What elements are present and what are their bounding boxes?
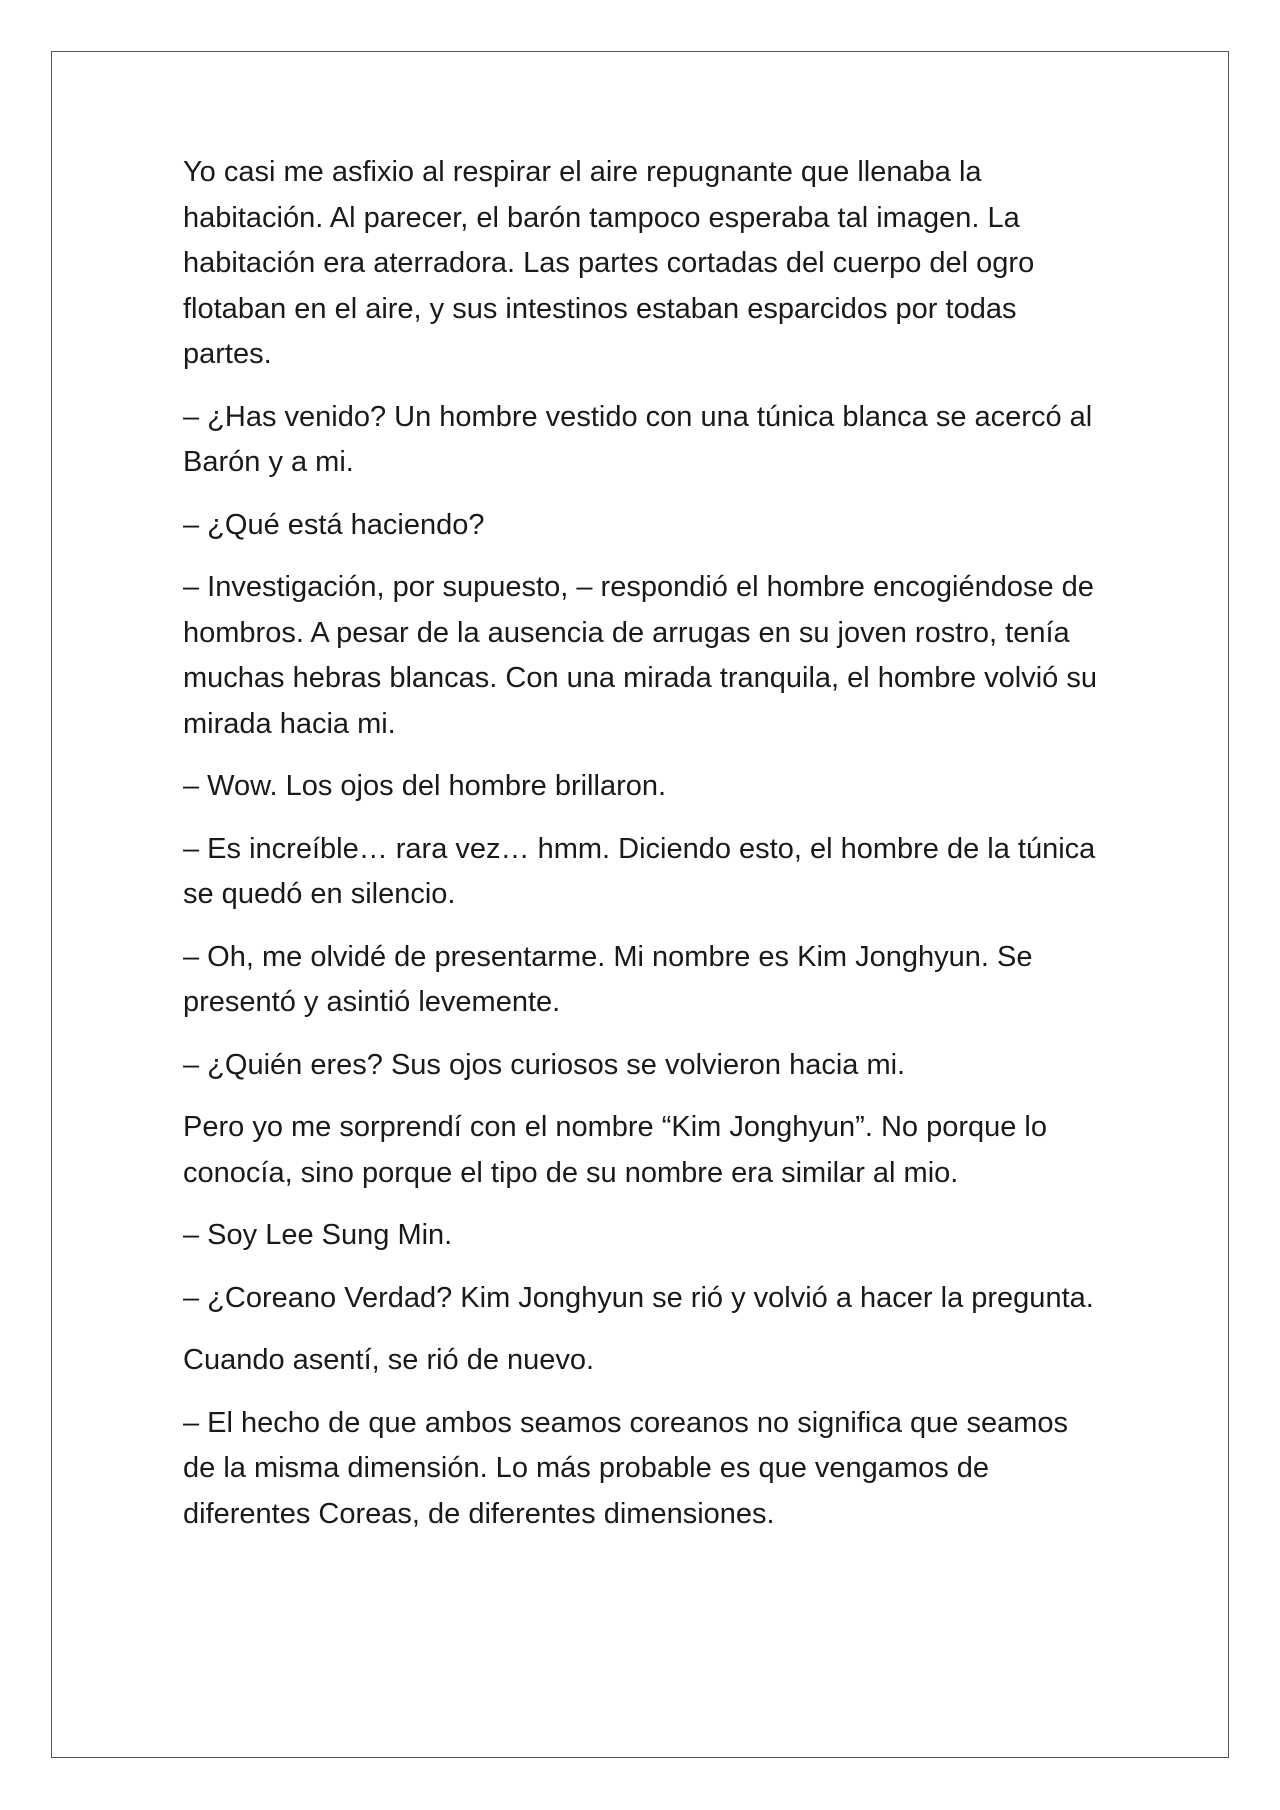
paragraph: – Es increíble… rara vez… hmm. Diciendo esto, el hombre de la túnica se quedó en silencio. (183, 832, 1096, 910)
paragraph: – Soy Lee Sung Min. (183, 1219, 453, 1251)
paragraph: – ¿Quién eres? Sus ojos curiosos se volvieron hacia mi. (183, 1048, 906, 1081)
paragraph: – ¿Qué está haciendo? (183, 508, 485, 541)
paragraph: Pero yo me sorprendí con el nombre “Kim Jonghyun”. No porque lo conocía, sino porque el tipo de su nombre era similar al mio. (183, 1111, 1047, 1189)
document-body (183, 150, 1103, 1554)
paragraph: Yo casi me asfixio al respirar el aire repugnante que llenaba la habitación. Al parecer, el barón tampoco esperaba tal imagen. La habitación era aterradora. Las partes cortadas del cuerpo del ogro flotaban en el aire, y sus intestinos estaban esparcidos por todas partes. (183, 156, 1035, 370)
paragraph: – El hecho de que ambos seamos coreanos no significa que seamos de la misma dimensión. Lo más probable es que vengamos de diferentes Coreas, de diferentes dimensiones. (183, 1406, 1069, 1530)
paragraph: – Oh, me olvidé de presentarme. Mi nombre es Kim Jonghyun. Se presentó y asintió levemente. (183, 940, 1033, 1018)
paragraph: Cuando asentí, se rió de nuevo. (183, 1344, 595, 1376)
paragraph: – ¿Has venido? Un hombre vestido con una túnica blanca se acercó al Barón y a mi. (183, 400, 1093, 478)
paragraph: – ¿Coreano Verdad? Kim Jonghyun se rió y volvió a hacer la pregunta. (183, 1281, 1094, 1314)
paragraph: – Wow. Los ojos del hombre brillaron. (183, 770, 667, 802)
paragraph: – Investigación, por supuesto, – respondió el hombre encogiéndose de hombros. A pesar de la ausencia de arrugas en su joven rostro, tenía muchas hebras blancas. Con una mirada tranquila, el hombre volvió su mirada hacia mi. (183, 571, 1097, 740)
